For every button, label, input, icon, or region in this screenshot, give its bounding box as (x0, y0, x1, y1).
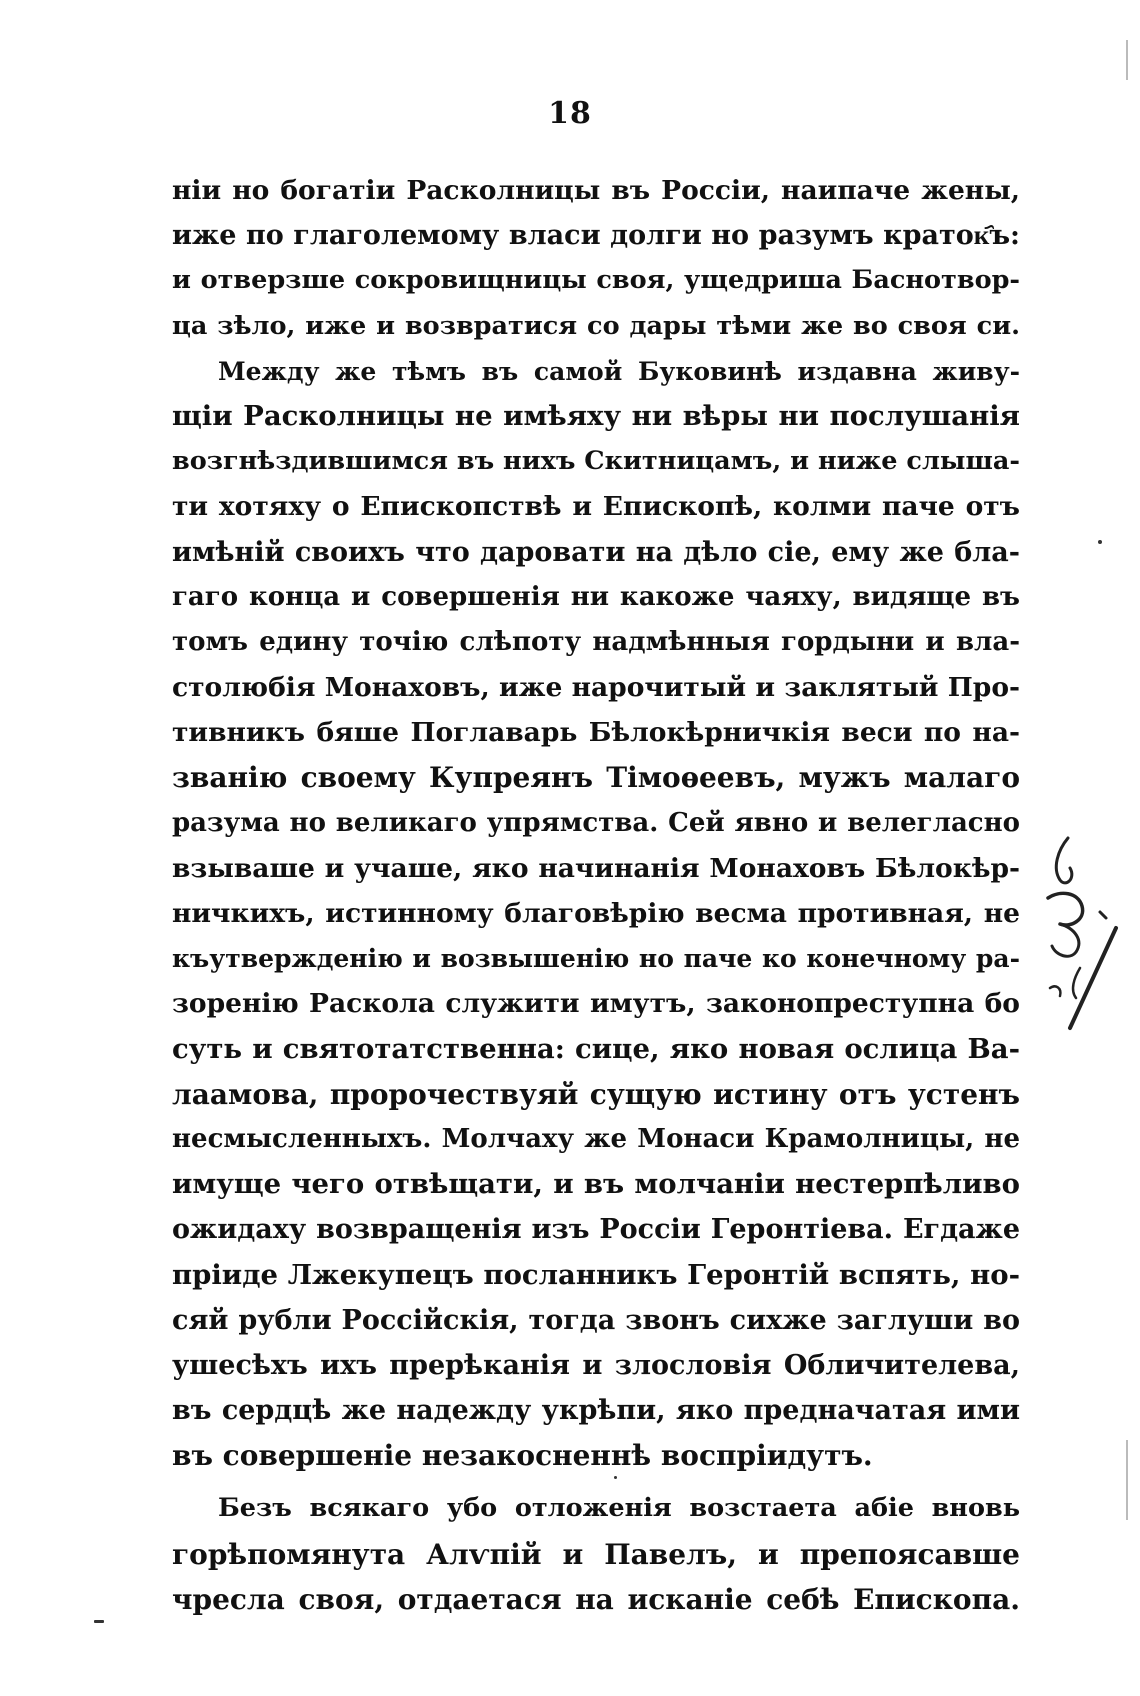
text-line: суть и святотатственна: сице, яко новая ослица Ва- (172, 1032, 1020, 1065)
text-line: имуще чего отвѣщати, и въ молчаніи нестерпѣливо (172, 1168, 1020, 1201)
text-line: ожидаху возвращенія изъ Россіи Геронтіева. Егдаже (172, 1214, 1020, 1246)
text-line: ничкихъ, истинному благовѣрію весма противная, не (172, 898, 1020, 929)
text-line: ніи но богатіи Расколницы въ Россіи, наипаче жены, (172, 175, 1020, 206)
text-line: Безъ всякаго убо отложенія возстаета абіе вновь (218, 1493, 1020, 1524)
text-line: несмысленныхъ. Молчаху же Монаси Крамолницы, не (172, 1123, 1020, 1154)
scan-speck (614, 1476, 617, 1479)
text-line: и отверзше сокровищницы своя, ущедриша Баснотвор- (172, 265, 1020, 296)
page-number: 18 (548, 96, 592, 131)
body-text (172, 168, 1020, 1622)
text-line: гаго конца и совершенія ни какоже чаяху, видяще въ (172, 581, 1020, 612)
scan-edge-mark (1126, 40, 1128, 80)
text-line: разума но великаго упрямства. Сей явно и велегласно (172, 807, 1020, 838)
paragraph-2 (172, 349, 1020, 1479)
text-line: чресла своя, отдаетася на исканіе себѣ Епископа. (172, 1582, 1020, 1616)
text-line: имѣній своихъ что даровати на дѣло сіе, ему же бла- (172, 536, 1020, 568)
text-line: къутвержденію и возвышенію но паче ко конечному ра- (172, 944, 1020, 974)
text-line: въ сердцѣ же надежду укрѣпи, яко предначатая ими (172, 1395, 1020, 1427)
text-line: горѣпомянута Алѵпій и Павелъ, и препоясавше (172, 1537, 1020, 1571)
paragraph-gap (172, 1478, 1020, 1486)
text-line: въ совершеніе незакосненнѣ воспріидутъ. (172, 1439, 873, 1473)
text-line: сяй рубли Россійскія, тогда звонъ сихже заглуши во (172, 1304, 1020, 1336)
scan-speck (94, 1620, 104, 1623)
text-line: званію своему Купреянъ Тімоѳеевъ, мужъ малаго (172, 761, 1020, 795)
text-line: иже по глаголемому власи долги но разумъ краток҄ъ: (172, 220, 1020, 252)
text-line: щіи Расколницы не имѣяху ни вѣры ни послушанія (172, 399, 1020, 432)
text-line: взываше и учаше, яко начинанія Монаховъ Бѣлокѣр- (172, 852, 1020, 884)
paragraph-3 (172, 1486, 1020, 1622)
text-line: Между же тѣмъ въ самой Буковинѣ издавна живу- (218, 356, 1020, 386)
text-line: тивникъ бяше Поглаварь Бѣлокѣрничкія веси по на- (172, 717, 1020, 749)
text-line: столюбія Монаховъ, иже нарочитый и заклятый Про- (172, 672, 1020, 704)
text-line: возгнѣздившимся въ нихъ Скитницамъ, и ниже слыша- (172, 446, 1020, 477)
text-line: ца зѣло, иже и возвратися со дары тѣми же во своя си. (172, 310, 1020, 341)
text-line: томъ едину точію слѣпоту надмѣнныя гордыни и вла- (172, 626, 1020, 657)
handwritten-margin-note (1030, 828, 1120, 1048)
scan-edge-mark (1126, 1440, 1128, 1520)
text-line: пріиде Лжекупецъ посланникъ Геронтій вспять, но- (172, 1258, 1020, 1291)
text-line: ушесѣхъ ихъ прерѣканія и злословія Обличителева, (172, 1349, 1020, 1381)
text-line: ти хотяху о Епископствѣ и Епископѣ, колми паче отъ (172, 491, 1020, 523)
scan-speck (1098, 540, 1102, 544)
text-line: лаамова, пророчествуяй сущую истину отъ устенъ (172, 1077, 1020, 1111)
text-line: зоренію Раскола служити имутъ, законопреступна бо (172, 988, 1020, 1020)
paragraph-1 (172, 168, 1020, 349)
